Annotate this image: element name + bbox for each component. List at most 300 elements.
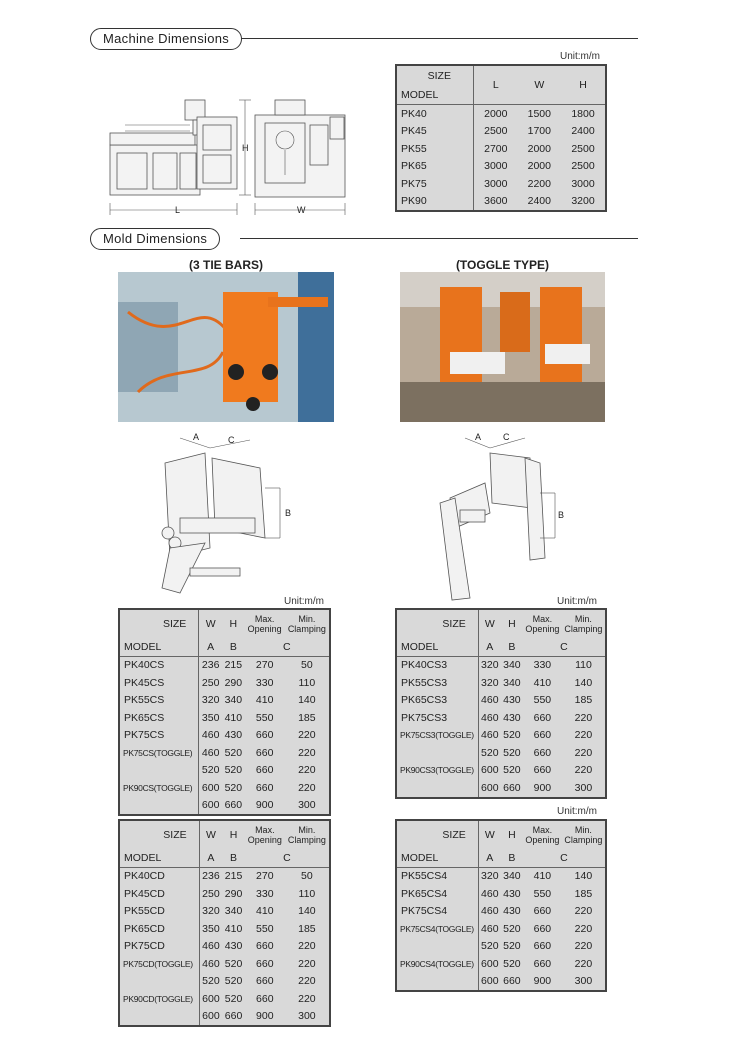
header-row xyxy=(396,609,606,638)
b-cell: 520 xyxy=(503,746,521,759)
table-row xyxy=(396,105,606,123)
model-cell: PK55CS xyxy=(119,692,199,710)
min-clamping-cell: 185 xyxy=(574,694,593,707)
table-row xyxy=(396,938,606,956)
b-cell: 660 xyxy=(503,975,521,988)
b-cell: 520 xyxy=(503,764,521,777)
max-opening-cell: 410 xyxy=(533,870,552,883)
max-opening-cell: 330 xyxy=(533,659,552,672)
model-cell xyxy=(119,973,199,991)
col-header-a: A xyxy=(478,638,501,656)
min-clamping-cell: 220 xyxy=(298,975,316,988)
b-cell: 520 xyxy=(503,729,521,742)
max-opening-cell: 660 xyxy=(256,992,274,1005)
label-a: A xyxy=(475,432,482,442)
section-divider xyxy=(240,238,638,239)
cs-table-unit: Unit:m/m xyxy=(284,596,324,607)
dim-label-w: W xyxy=(297,205,306,215)
max-opening-cell: 660 xyxy=(533,746,552,759)
model-cell: PK90CS(TOGGLE) xyxy=(119,779,199,797)
a-cell: 460 xyxy=(201,729,220,742)
a-cell: 460 xyxy=(481,887,499,900)
max-opening-cell: 660 xyxy=(256,975,274,988)
a-cell: 320 xyxy=(202,905,220,918)
max-opening-cell: 410 xyxy=(256,905,274,918)
min-clamping-cell: 220 xyxy=(574,764,593,777)
model-label: MODEL xyxy=(119,849,199,867)
max-opening-cell: 330 xyxy=(256,887,274,900)
model-cell: PK45CS xyxy=(119,674,199,692)
l-cell: 2500 xyxy=(484,125,508,138)
table-row xyxy=(396,674,606,692)
a-cell: 520 xyxy=(201,764,220,777)
a-cell: 600 xyxy=(201,781,220,794)
model-cell: PK90CD(TOGGLE) xyxy=(119,990,199,1008)
tie-bars-mold-diagram xyxy=(150,428,290,598)
b-cell: 660 xyxy=(224,1010,243,1023)
size-label: SIZE xyxy=(396,65,473,86)
col-header-b: B xyxy=(501,638,523,656)
mold-dimensions-title: Mold Dimensions xyxy=(90,228,220,250)
max-opening-cell: 550 xyxy=(533,887,552,900)
table-row xyxy=(396,885,606,903)
table-row xyxy=(119,955,330,973)
header-row xyxy=(119,638,330,656)
col-header-c: C xyxy=(523,638,606,656)
b-cell: 520 xyxy=(224,957,243,970)
table-row xyxy=(119,674,330,692)
min-clamping-cell: 220 xyxy=(574,746,593,759)
l-cell: 3000 xyxy=(484,177,508,190)
mold-table-cd xyxy=(118,819,331,1027)
w-cell: 2200 xyxy=(527,177,551,190)
a-cell: 460 xyxy=(202,940,220,953)
model-cell: PK75CD(TOGGLE) xyxy=(119,955,199,973)
table-row xyxy=(396,140,606,158)
model-cell: PK55CD xyxy=(119,903,199,921)
model-cell: PK75CS4 xyxy=(396,903,478,921)
min-clamping-cell: 140 xyxy=(298,694,316,707)
header-row xyxy=(119,849,330,867)
table-row xyxy=(119,762,330,780)
size-label: SIZE xyxy=(119,609,199,638)
col-header-min-clamping: Min. Clamping xyxy=(287,614,326,634)
b-cell: 660 xyxy=(224,799,243,812)
max-opening-cell: 270 xyxy=(256,870,274,883)
min-clamping-cell: 140 xyxy=(574,676,593,689)
b-cell: 340 xyxy=(503,676,521,689)
a-cell: 460 xyxy=(201,746,220,759)
col-header-min-clamping: Min. Clamping xyxy=(287,825,326,845)
min-clamping-cell: 140 xyxy=(298,905,316,918)
table-row xyxy=(119,920,330,938)
table-row xyxy=(396,955,606,973)
col-header-min-clamping: Min. Clamping xyxy=(564,614,603,634)
col-header-w: W xyxy=(205,618,216,630)
a-cell: 320 xyxy=(481,659,499,672)
min-clamping-cell: 220 xyxy=(298,940,316,953)
a-cell: 320 xyxy=(481,676,499,689)
model-cell xyxy=(396,744,478,762)
min-clamping-cell: 110 xyxy=(575,659,592,672)
b-cell: 520 xyxy=(224,746,243,759)
table-row xyxy=(396,692,606,710)
min-clamping-cell: 220 xyxy=(574,711,593,724)
b-cell: 430 xyxy=(503,694,521,707)
mold-dimensions-header xyxy=(90,228,638,250)
table-row xyxy=(396,175,606,193)
a-cell: 520 xyxy=(481,746,499,759)
b-cell: 520 xyxy=(224,992,243,1005)
h-cell: 2400 xyxy=(571,125,595,138)
model-label: MODEL xyxy=(396,638,478,656)
min-clamping-cell: 220 xyxy=(298,729,316,742)
b-cell: 520 xyxy=(224,781,243,794)
model-label: MODEL xyxy=(396,849,478,867)
model-cell: PK75CS4(TOGGLE) xyxy=(396,920,478,938)
b-cell: 520 xyxy=(503,940,521,953)
label-b: B xyxy=(558,510,565,520)
machine-dimensions-title: Machine Dimensions xyxy=(90,28,242,50)
l-cell: 2700 xyxy=(484,142,508,155)
max-opening-cell: 660 xyxy=(533,957,552,970)
machine-dimension-drawing xyxy=(105,95,360,220)
col-header-h: H xyxy=(229,618,238,630)
min-clamping-cell: 300 xyxy=(298,799,316,812)
a-cell: 350 xyxy=(201,711,220,724)
label-c: C xyxy=(228,435,235,445)
model-cell: PK75CS3 xyxy=(396,709,478,727)
col-header-h: H xyxy=(508,618,516,630)
col-header-c: C xyxy=(245,638,330,656)
model-cell: PK65 xyxy=(396,158,473,176)
max-opening-cell: 660 xyxy=(255,746,274,759)
mold-table-cs xyxy=(118,608,331,816)
min-clamping-cell: 220 xyxy=(574,957,593,970)
table-row xyxy=(119,692,330,710)
max-opening-cell: 330 xyxy=(255,676,274,689)
tie-bars-title: (3 TIE BARS) xyxy=(188,258,263,272)
a-cell: 520 xyxy=(481,940,499,953)
a-cell: 460 xyxy=(481,729,499,742)
max-opening-cell: 660 xyxy=(533,922,552,935)
label-a: A xyxy=(193,432,200,442)
col-header-c: C xyxy=(245,849,330,867)
label-b: B xyxy=(285,508,292,518)
dim-label-h: H xyxy=(242,143,249,153)
min-clamping-cell: 220 xyxy=(574,940,593,953)
col-header-c: C xyxy=(523,849,606,867)
a-cell: 600 xyxy=(201,799,220,812)
b-cell: 430 xyxy=(503,905,521,918)
a-cell: 250 xyxy=(201,676,220,689)
model-cell xyxy=(396,938,478,956)
toggle-mold-diagram xyxy=(430,428,580,603)
model-cell xyxy=(119,797,199,816)
col-header-min-clamping: Min. Clamping xyxy=(564,825,603,845)
l-cell: 3600 xyxy=(484,195,508,208)
min-clamping-cell: 220 xyxy=(574,905,593,918)
size-label: SIZE xyxy=(396,609,478,638)
model-cell: PK65CS xyxy=(119,709,199,727)
col-header-h: H xyxy=(229,829,238,841)
col-header-l: L xyxy=(492,79,499,91)
w-cell: 1700 xyxy=(527,125,551,138)
model-label: MODEL xyxy=(119,638,199,656)
mold-table-cs4 xyxy=(395,819,607,992)
header-row xyxy=(396,638,606,656)
header-row xyxy=(119,609,330,638)
max-opening-cell: 660 xyxy=(256,940,274,953)
table-row xyxy=(119,709,330,727)
a-cell: 320 xyxy=(201,694,220,707)
max-opening-cell: 900 xyxy=(533,781,552,794)
b-cell: 520 xyxy=(503,922,521,935)
a-cell: 520 xyxy=(202,975,220,988)
col-header-w: W xyxy=(484,829,495,841)
max-opening-cell: 410 xyxy=(255,694,274,707)
model-cell: PK65CS4 xyxy=(396,885,478,903)
col-header-w: W xyxy=(484,618,495,630)
table-row xyxy=(396,762,606,780)
max-opening-cell: 660 xyxy=(533,711,552,724)
b-cell: 340 xyxy=(224,694,243,707)
b-cell: 430 xyxy=(224,729,243,742)
table-row xyxy=(396,903,606,921)
table-row xyxy=(119,903,330,921)
col-header-b: B xyxy=(501,849,523,867)
header-row xyxy=(119,820,330,849)
table-row xyxy=(119,990,330,1008)
b-cell: 290 xyxy=(224,887,243,900)
table-row xyxy=(119,779,330,797)
model-cell: PK55CS3 xyxy=(396,674,478,692)
h-cell: 1800 xyxy=(571,107,595,120)
min-clamping-cell: 50 xyxy=(300,659,313,672)
table-row xyxy=(396,656,606,674)
model-cell: PK90CS4(TOGGLE) xyxy=(396,955,478,973)
col-header-b: B xyxy=(222,638,245,656)
label-c: C xyxy=(503,432,510,442)
min-clamping-cell: 220 xyxy=(574,922,593,935)
min-clamping-cell: 220 xyxy=(298,781,316,794)
min-clamping-cell: 300 xyxy=(574,781,593,794)
min-clamping-cell: 50 xyxy=(301,870,313,883)
max-opening-cell: 660 xyxy=(533,940,552,953)
a-cell: 460 xyxy=(481,711,499,724)
a-cell: 600 xyxy=(481,975,499,988)
max-opening-cell: 410 xyxy=(533,676,552,689)
min-clamping-cell: 300 xyxy=(298,1010,316,1023)
model-cell: PK45 xyxy=(396,123,473,141)
max-opening-cell: 550 xyxy=(533,694,552,707)
model-cell xyxy=(396,973,478,992)
table-row xyxy=(119,797,330,816)
table-row xyxy=(396,973,606,992)
table-row xyxy=(396,867,606,885)
col-header-a: A xyxy=(478,849,501,867)
section-divider xyxy=(240,38,638,39)
toggle-type-title: (TOGGLE TYPE) xyxy=(455,258,550,272)
table-row xyxy=(396,727,606,745)
min-clamping-cell: 220 xyxy=(298,746,316,759)
machine-dimensions-table xyxy=(395,64,607,212)
table-row xyxy=(396,744,606,762)
col-header-w: W xyxy=(534,79,545,91)
model-cell: PK40CD xyxy=(119,867,199,885)
a-cell: 600 xyxy=(481,957,499,970)
table-row xyxy=(119,973,330,991)
min-clamping-cell: 185 xyxy=(298,922,316,935)
min-clamping-cell: 185 xyxy=(298,711,316,724)
h-cell: 3200 xyxy=(571,195,595,208)
a-cell: 460 xyxy=(481,922,499,935)
model-cell: PK45CD xyxy=(119,885,199,903)
col-header-h: H xyxy=(579,79,587,91)
toggle-type-photo xyxy=(400,272,605,422)
size-label: SIZE xyxy=(396,820,478,849)
b-cell: 430 xyxy=(503,887,521,900)
table-row xyxy=(396,193,606,212)
table-row xyxy=(119,1008,330,1027)
a-cell: 460 xyxy=(202,957,220,970)
model-cell: PK90CS3(TOGGLE) xyxy=(396,762,478,780)
a-cell: 320 xyxy=(481,870,499,883)
machine-table-unit: Unit:m/m xyxy=(560,51,600,62)
min-clamping-cell: 300 xyxy=(574,975,593,988)
a-cell: 600 xyxy=(481,764,499,777)
max-opening-cell: 270 xyxy=(255,659,274,672)
b-cell: 430 xyxy=(224,940,243,953)
machine-table-body xyxy=(396,105,606,212)
h-cell: 2500 xyxy=(571,160,595,173)
a-cell: 236 xyxy=(201,659,220,672)
min-clamping-cell: 220 xyxy=(298,957,316,970)
max-opening-cell: 660 xyxy=(533,764,552,777)
b-cell: 410 xyxy=(224,922,243,935)
model-cell xyxy=(119,762,199,780)
header-row xyxy=(396,65,606,86)
model-cell: PK40 xyxy=(396,105,473,123)
tie-bars-photo xyxy=(118,272,334,422)
model-cell: PK65CS3 xyxy=(396,692,478,710)
b-cell: 340 xyxy=(503,870,521,883)
h-cell: 3000 xyxy=(571,177,595,190)
table-row xyxy=(396,779,606,798)
b-cell: 430 xyxy=(503,711,521,724)
cs4-table-unit: Unit:m/m xyxy=(557,806,597,817)
a-cell: 236 xyxy=(202,870,220,883)
table-row xyxy=(396,709,606,727)
max-opening-cell: 550 xyxy=(255,711,274,724)
table-row xyxy=(396,123,606,141)
min-clamping-cell: 185 xyxy=(574,887,593,900)
model-cell: PK90 xyxy=(396,193,473,212)
w-cell: 1500 xyxy=(527,107,551,120)
col-header-b: B xyxy=(222,849,245,867)
mold-table-cs3 xyxy=(395,608,607,799)
table-row xyxy=(119,744,330,762)
b-cell: 520 xyxy=(503,957,521,970)
a-cell: 250 xyxy=(202,887,220,900)
header-row xyxy=(396,849,606,867)
b-cell: 340 xyxy=(224,905,243,918)
b-cell: 340 xyxy=(503,659,521,672)
model-cell: PK75CS(TOGGLE) xyxy=(119,744,199,762)
table-row xyxy=(396,158,606,176)
w-cell: 2400 xyxy=(527,195,551,208)
max-opening-cell: 900 xyxy=(256,1010,274,1023)
max-opening-cell: 660 xyxy=(255,781,274,794)
col-header-w: W xyxy=(205,829,216,841)
col-header-h: H xyxy=(508,829,516,841)
table-row xyxy=(119,656,330,674)
b-cell: 215 xyxy=(224,659,243,672)
max-opening-cell: 660 xyxy=(256,957,274,970)
a-cell: 600 xyxy=(202,1010,220,1023)
max-opening-cell: 660 xyxy=(533,729,552,742)
h-cell: 2500 xyxy=(571,142,595,155)
a-cell: 460 xyxy=(481,694,499,707)
col-header-max-opening: Max. Opening xyxy=(247,825,282,845)
model-cell xyxy=(396,779,478,798)
col-header-max-opening: Max. Opening xyxy=(525,825,560,845)
table-row xyxy=(119,885,330,903)
model-cell: PK40CS xyxy=(119,656,199,674)
model-cell: PK65CD xyxy=(119,920,199,938)
min-clamping-cell: 110 xyxy=(298,887,316,900)
table-row xyxy=(396,920,606,938)
min-clamping-cell: 220 xyxy=(298,764,316,777)
max-opening-cell: 660 xyxy=(255,729,274,742)
model-cell: PK75CS xyxy=(119,727,199,745)
a-cell: 600 xyxy=(481,781,499,794)
a-cell: 600 xyxy=(202,992,220,1005)
model-cell: PK40CS3 xyxy=(396,656,478,674)
b-cell: 290 xyxy=(224,676,243,689)
max-opening-cell: 550 xyxy=(256,922,274,935)
model-cell: PK75 xyxy=(396,175,473,193)
min-clamping-cell: 110 xyxy=(298,676,316,689)
table-row xyxy=(119,867,330,885)
size-label: SIZE xyxy=(119,820,199,849)
min-clamping-cell: 220 xyxy=(574,729,593,742)
max-opening-cell: 900 xyxy=(255,799,274,812)
model-cell: PK55 xyxy=(396,140,473,158)
min-clamping-cell: 140 xyxy=(574,870,593,883)
max-opening-cell: 900 xyxy=(533,975,552,988)
b-cell: 660 xyxy=(503,781,521,794)
model-cell xyxy=(119,1008,199,1027)
w-cell: 2000 xyxy=(527,160,551,173)
model-cell: PK55CS4 xyxy=(396,867,478,885)
table-row xyxy=(119,938,330,956)
model-label: MODEL xyxy=(396,86,473,105)
dim-label-l: L xyxy=(175,205,181,215)
a-cell: 460 xyxy=(481,905,499,918)
table-row xyxy=(119,727,330,745)
l-cell: 3000 xyxy=(484,160,508,173)
w-cell: 2000 xyxy=(527,142,551,155)
min-clamping-cell: 220 xyxy=(298,992,316,1005)
header-row xyxy=(396,820,606,849)
col-header-max-opening: Max. Opening xyxy=(525,614,560,634)
max-opening-cell: 660 xyxy=(533,905,552,918)
col-header-a: A xyxy=(199,849,222,867)
model-cell: PK75CS3(TOGGLE) xyxy=(396,727,478,745)
b-cell: 520 xyxy=(224,975,243,988)
model-cell: PK75CD xyxy=(119,938,199,956)
